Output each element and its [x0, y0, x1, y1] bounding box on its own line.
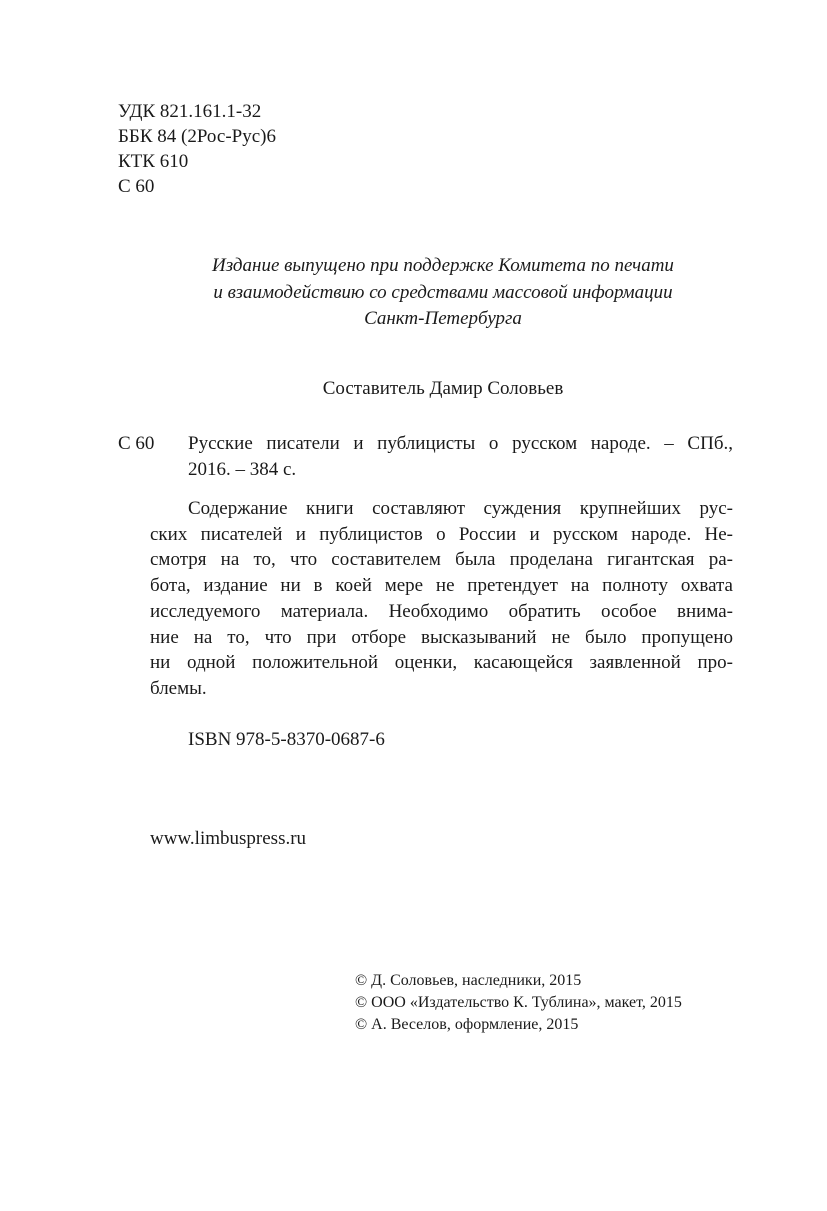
support-note-line: Издание выпущено при поддержке Комитета по печати: [212, 255, 674, 276]
annotation-line: блемы.: [150, 677, 207, 699]
annotation-line: бота, издание ни в коей мере не претендует на полноту охвата: [150, 575, 733, 597]
bbk-code: ББК 84 (2Рос-Рус)6: [118, 126, 276, 147]
classification-codes: [118, 99, 276, 199]
annotation-line: ние на то, что при отборе высказываний не было пропущено: [150, 626, 733, 648]
support-note: [118, 253, 768, 333]
ktk-code: КТК 610: [118, 151, 189, 172]
udk-code: УДК 821.161.1-32: [118, 101, 262, 122]
support-note-line: Санкт-Петербурга: [364, 308, 522, 329]
publisher-website: www.limbuspress.ru: [150, 828, 307, 849]
author-mark: С 60: [118, 176, 155, 197]
copyright-line: © А. Веселов, оформление, 2015: [355, 1016, 579, 1033]
catalog-entry-line: 2016. – 384 с.: [188, 459, 297, 480]
annotation-line: смотря на то, что составителем была проделана гигантская ра-: [150, 549, 733, 571]
catalog-entry-code: С 60: [118, 433, 155, 454]
copyright-line: © Д. Соловьев, наследники, 2015: [355, 972, 582, 989]
annotation-line: ни одной положительной оценки, касающейся заявленной про-: [150, 652, 733, 674]
compiler-credit: Составитель Дамир Соловьев: [322, 378, 564, 399]
annotation-line: исследуемого материала. Необходимо обратить особое внима-: [150, 600, 733, 622]
isbn: ISBN 978-5-8370-0687-6: [188, 729, 385, 750]
copyright-line: © ООО «Издательство К. Тублина», макет, 2015: [355, 994, 682, 1011]
annotation-line: ских писателей и публицистов о России и русском народе. Не-: [150, 523, 733, 545]
catalog-entry: [188, 431, 733, 483]
copyright-notices: [355, 970, 682, 1036]
catalog-entry-line: Русские писатели и публицисты о русском народе. – СПб.,: [188, 433, 733, 454]
annotation-line: Содержание книги составляют суждения крупнейших рус-: [188, 498, 733, 519]
annotation-paragraph: [150, 496, 733, 702]
support-note-line: и взаимодействию со средствами массовой информации: [213, 281, 673, 303]
